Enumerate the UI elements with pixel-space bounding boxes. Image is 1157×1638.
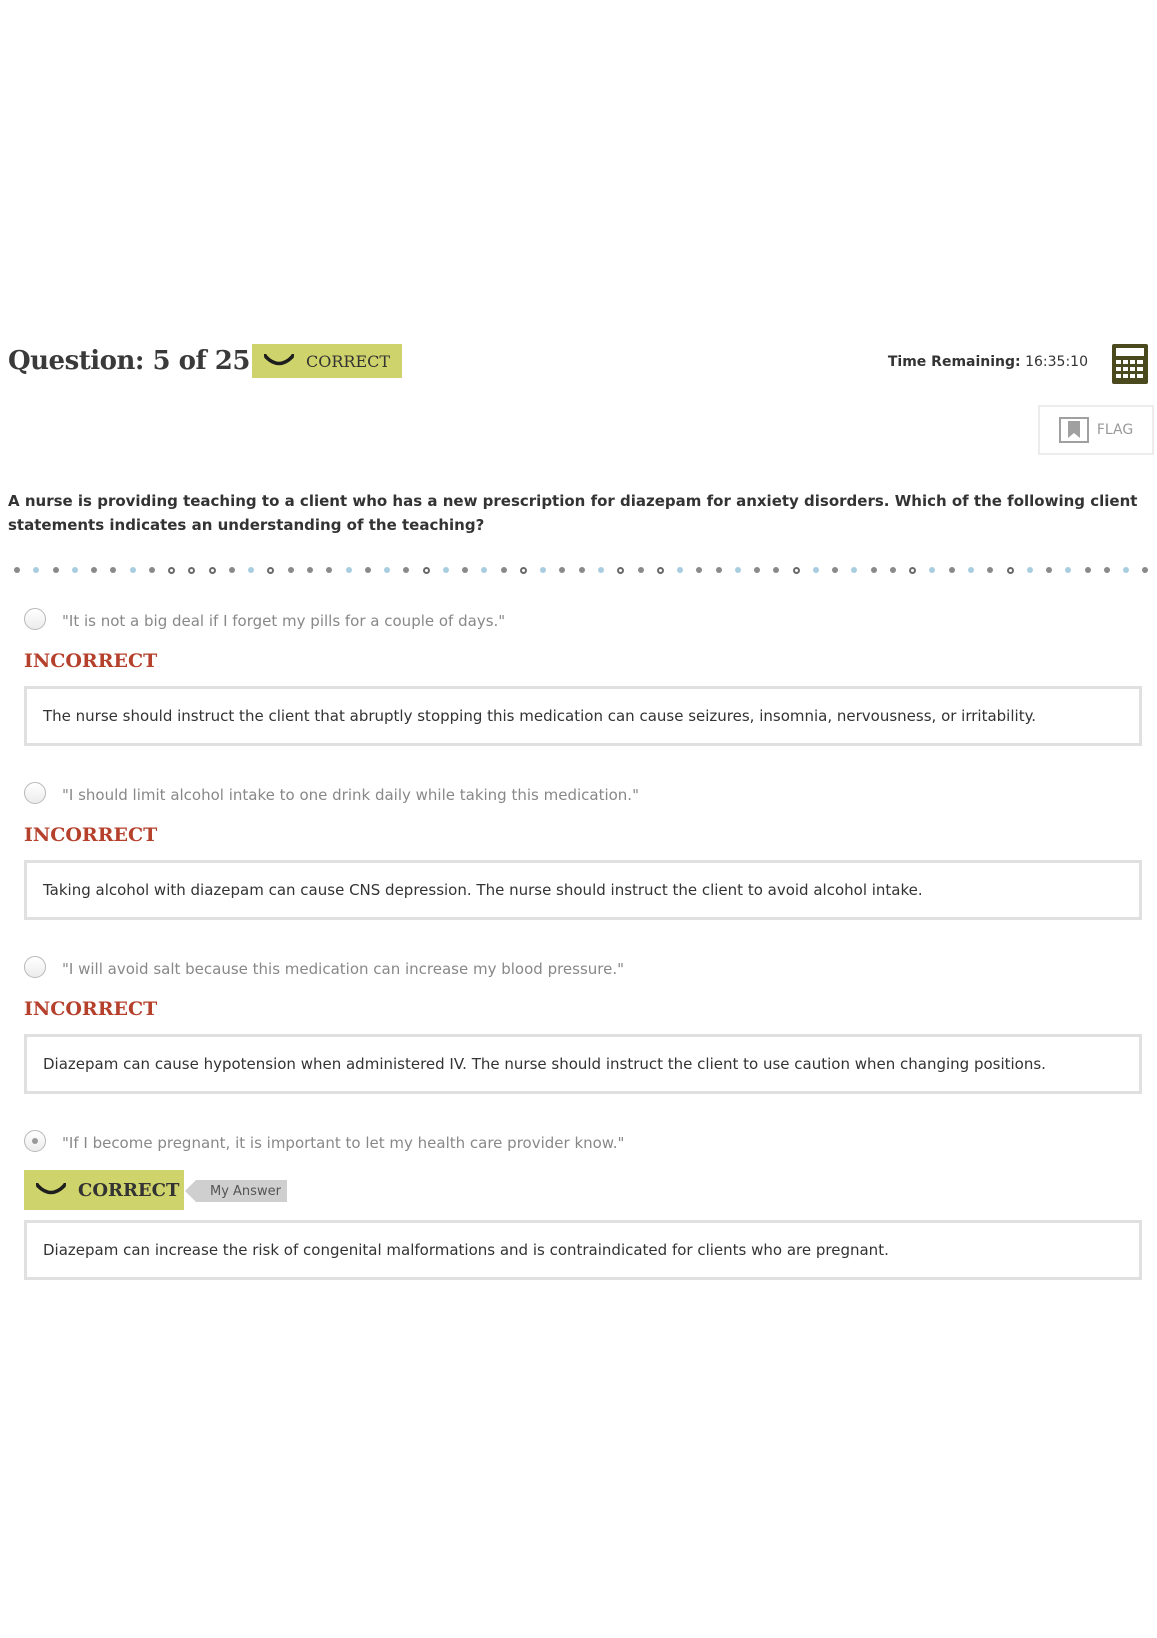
progress-dot: [384, 567, 390, 573]
answer-option-1: [24, 608, 1144, 746]
question-counter: Question: 5 of 25: [8, 346, 250, 376]
progress-dot: [696, 567, 702, 573]
progress-dot: [462, 567, 468, 573]
time-remaining: [888, 354, 1088, 370]
answer-option-3: [24, 956, 1144, 1094]
answer-option-row[interactable]: [24, 608, 1144, 636]
answer-option-row[interactable]: [24, 1130, 1144, 1158]
verdict-label: INCORRECT: [24, 824, 158, 846]
progress-dot: [14, 567, 20, 573]
progress-dot: [229, 567, 235, 573]
progress-dot: [149, 567, 155, 573]
flag-button[interactable]: [1038, 405, 1154, 455]
answer-option-row[interactable]: [24, 782, 1144, 810]
progress-dot: [657, 567, 664, 574]
progress-dot: [248, 567, 254, 573]
question-stem: A nurse is providing teaching to a client who has a new prescription for diazepam for anxiety disorders. Which of the following client statements indicates an understanding of the teaching?: [8, 492, 1138, 534]
time-remaining-value: 16:35:10: [1025, 354, 1088, 370]
progress-dot: [677, 567, 683, 573]
time-remaining-label: Time Remaining:: [887, 354, 1021, 370]
correct-badge: [24, 1170, 184, 1210]
progress-dot: [209, 567, 216, 574]
calculator-icon[interactable]: [1112, 344, 1148, 384]
progress-dot: [929, 567, 935, 573]
progress-dot: [1027, 567, 1033, 573]
flag-label: FLAG: [1096, 422, 1134, 438]
answer-option-text: "If I become pregnant, it is important to let my health care provider know.": [62, 1134, 625, 1152]
progress-dot: [871, 567, 877, 573]
progress-dot: [168, 567, 175, 574]
progress-dot: [110, 567, 116, 573]
answer-option-text: "I should limit alcohol intake to one drink daily while taking this medication.": [62, 786, 639, 804]
progress-dot: [267, 567, 274, 574]
progress-dot: [949, 567, 955, 573]
progress-dot: [501, 567, 507, 573]
radio-icon[interactable]: [24, 956, 46, 978]
progress-dot: [91, 567, 97, 573]
progress-dot: [346, 567, 352, 573]
progress-dot: [540, 567, 546, 573]
progress-dot: [813, 567, 819, 573]
progress-dot: [598, 567, 604, 573]
progress-dot: [520, 567, 527, 574]
rationale-box: Diazepam can cause hypotension when administered IV. The nurse should instruct the client to use caution when changing positions.: [24, 1034, 1142, 1094]
progress-dot: [559, 567, 565, 573]
progress-dot: [403, 567, 409, 573]
progress-dot: [1046, 567, 1052, 573]
progress-dot: [773, 567, 779, 573]
progress-dot: [365, 567, 371, 573]
verdict-label: INCORRECT: [24, 998, 158, 1020]
question-progress-dots: [14, 565, 1149, 575]
progress-dot: [72, 567, 78, 573]
rationale-box: Diazepam can increase the risk of congenital malformations and is contraindicated for clients who are pregnant.: [24, 1220, 1142, 1280]
smile-icon: [36, 1183, 66, 1197]
progress-dot: [617, 567, 624, 574]
radio-icon[interactable]: [24, 782, 46, 804]
progress-dot: [1104, 567, 1110, 573]
verdict-row: [24, 1170, 1144, 1210]
bookmark-icon: [1059, 417, 1089, 443]
progress-dot: [579, 567, 585, 573]
answer-option-4: [24, 1130, 1144, 1280]
correct-badge-label: CORRECT: [78, 1179, 180, 1201]
progress-dot: [1065, 567, 1071, 573]
rationale-box: The nurse should instruct the client that abruptly stopping this medication can cause seizures, insomnia, nervousness, or irritability.: [24, 686, 1142, 746]
progress-dot: [53, 567, 59, 573]
progress-dot: [288, 567, 294, 573]
progress-dot: [793, 567, 800, 574]
progress-dot: [33, 567, 39, 573]
smile-icon: [264, 354, 294, 368]
status-badge-label: CORRECT: [306, 351, 391, 371]
progress-dot: [130, 567, 136, 573]
my-answer-tag: My Answer: [196, 1180, 287, 1202]
progress-dot: [832, 567, 838, 573]
radio-icon[interactable]: [24, 608, 46, 630]
answer-option-text: "It is not a big deal if I forget my pills for a couple of days.": [62, 612, 506, 630]
progress-dot: [307, 567, 313, 573]
progress-dot: [716, 567, 722, 573]
answer-option-2: [24, 782, 1144, 920]
progress-dot: [1085, 567, 1091, 573]
progress-dot: [1123, 567, 1129, 573]
progress-dot: [987, 567, 993, 573]
progress-dot: [1007, 567, 1014, 574]
progress-dot: [851, 567, 857, 573]
progress-dot: [890, 567, 896, 573]
progress-dot: [735, 567, 741, 573]
progress-dot: [968, 567, 974, 573]
progress-dot: [443, 567, 449, 573]
verdict-label: INCORRECT: [24, 650, 158, 672]
answer-option-row[interactable]: [24, 956, 1144, 984]
progress-dot: [326, 567, 332, 573]
progress-dot: [423, 567, 430, 574]
radio-icon[interactable]: [24, 1130, 46, 1152]
status-badge: [252, 344, 402, 378]
progress-dot: [188, 567, 195, 574]
progress-dot: [754, 567, 760, 573]
progress-dot: [638, 567, 644, 573]
progress-dot: [1142, 567, 1148, 573]
rationale-box: Taking alcohol with diazepam can cause CNS depression. The nurse should instruct the client to avoid alcohol intake.: [24, 860, 1142, 920]
progress-dot: [481, 567, 487, 573]
progress-dot: [909, 567, 916, 574]
answer-option-text: "I will avoid salt because this medication can increase my blood pressure.": [62, 960, 625, 978]
question-header: [8, 344, 1148, 384]
